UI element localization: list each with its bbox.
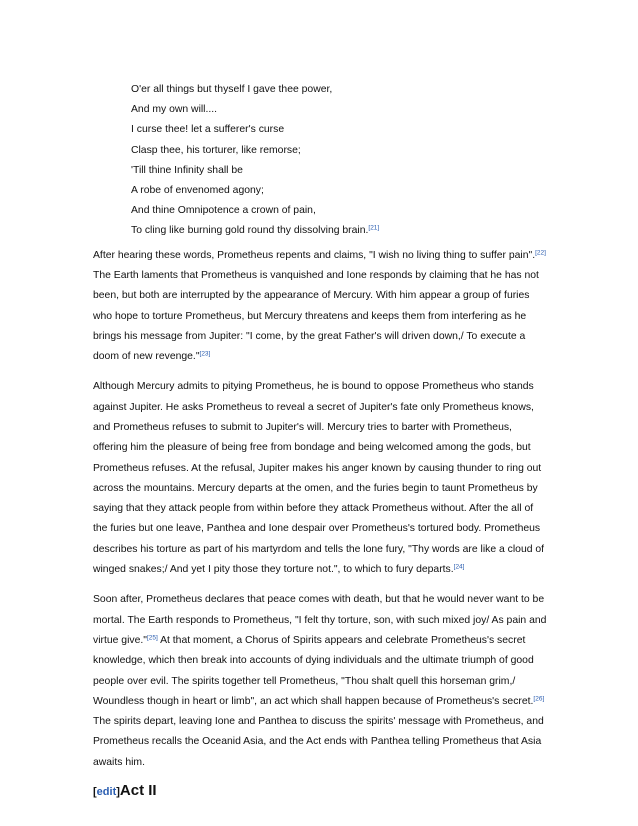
poem-line-text: And my own will.... [131, 104, 218, 116]
footnote-reference[interactable]: [22] [535, 249, 546, 257]
section-heading [93, 782, 548, 801]
article-body [93, 80, 548, 801]
poem-line-text: I curse thee! let a sufferer's curse [131, 124, 285, 136]
poem-line-text: 'Till thine Infinity shall be [131, 164, 243, 176]
poem-line [131, 221, 548, 241]
section-title: Act II [119, 782, 157, 800]
body-paragraph [93, 377, 548, 580]
paragraph-text: Although Mercury admits to pitying Prometheus, he is bound to oppose Prometheus who stands against Jupiter. He asks Prometheus to reveal a secret of Jupiter's fate only Prometheus knows, and Prometheus refuses to submit to Jupiter's will. Mercury tries to barter with Prometheus, offering him the pleasure of being free from bondage and being welcomed among the gods, but Prometheus refuses. At the refusal, Jupiter makes his anger known by causing thunder to ring out across the mountains. Mercury departs at the omen, and the furies begin to taunt Prometheus by saying that they attack people from within before they attack Prometheus without. After the all of the furies but one leave, Panthea and Ione despair over Prometheus's tortured body. Prometheus describes his torture as part of his martyrdom and tells the lone fury, "Thy words are like a cloud of winged snakes;/ And yet I pity those they torture not.", to which to fury departs. [93, 381, 545, 576]
body-paragraph [93, 246, 548, 368]
footnote-reference[interactable]: [24] [453, 563, 465, 571]
paragraph-text: At that moment, a Chorus of Spirits appears and celebrate Prometheus's secret knowledge, which then break into accounts of dying individuals and the ultimate triumph of good people over evil. The spirits together tell Prometheus, "Thou shalt quell this horseman grim,/ Woundless though in heart or limb", an act which shall happen because of Prometheus's secret. [93, 634, 534, 707]
paragraph-text: Soon after, Prometheus declares that peace comes with death, but that he would never want to be mortal. The Earth responds to Prometheus, "I felt thy torture, son, with such mixed joy/ As pain and virtue give." [93, 594, 547, 646]
poem-line [131, 201, 548, 221]
paragraph-text: The Earth laments that Prometheus is vanquished and Ione responds by claiming that he has not been, but both are interrupted by the appearance of Mercury. With him appear a group of furies who hope to torture Prometheus, but Mercury threatens and keeps them from interfering as he brings his message from Jupiter: "I come, by the great Father's will driven down,/ To execute a doom of new revenge." [93, 269, 539, 363]
footnote-reference[interactable]: [25] [146, 634, 158, 642]
poem-line-text: A robe of envenomed agony; [131, 185, 264, 197]
footnote-reference[interactable]: [21] [368, 224, 380, 232]
poem-line-text: Clasp thee, his torturer, like remorse; [131, 144, 301, 156]
poem-line [131, 181, 548, 201]
footnote-reference[interactable]: [26] [533, 695, 545, 703]
paragraph-text: After hearing these words, Prometheus repents and claims, "I wish no living thing to suffer pain". [93, 249, 536, 261]
poem-quote [131, 80, 548, 242]
footnote-reference[interactable]: [23] [199, 350, 211, 358]
poem-line-text: To cling like burning gold round thy dissolving brain. [131, 225, 369, 237]
poem-line-text: And thine Omnipotence a crown of pain, [131, 205, 316, 217]
poem-line [131, 100, 548, 120]
bracket-open: [ [93, 786, 97, 799]
paragraph-text: The spirits depart, leaving Ione and Panthea to discuss the spirits' message with Prometheus, and Prometheus recalls the Oceanid Asia, and the Act ends with Panthea telling Prometheus that Asia awaits him. [93, 716, 544, 768]
bracket-close: ] [116, 786, 120, 799]
poem-line-text: O'er all things but thyself I gave thee power, [131, 84, 333, 95]
poem-line [131, 120, 548, 140]
edit-link[interactable]: edit [96, 786, 117, 799]
poem-line [131, 80, 548, 100]
poem-line [131, 141, 548, 161]
paragraphs [93, 246, 548, 773]
body-paragraph [93, 590, 548, 773]
poem-line [131, 161, 548, 181]
